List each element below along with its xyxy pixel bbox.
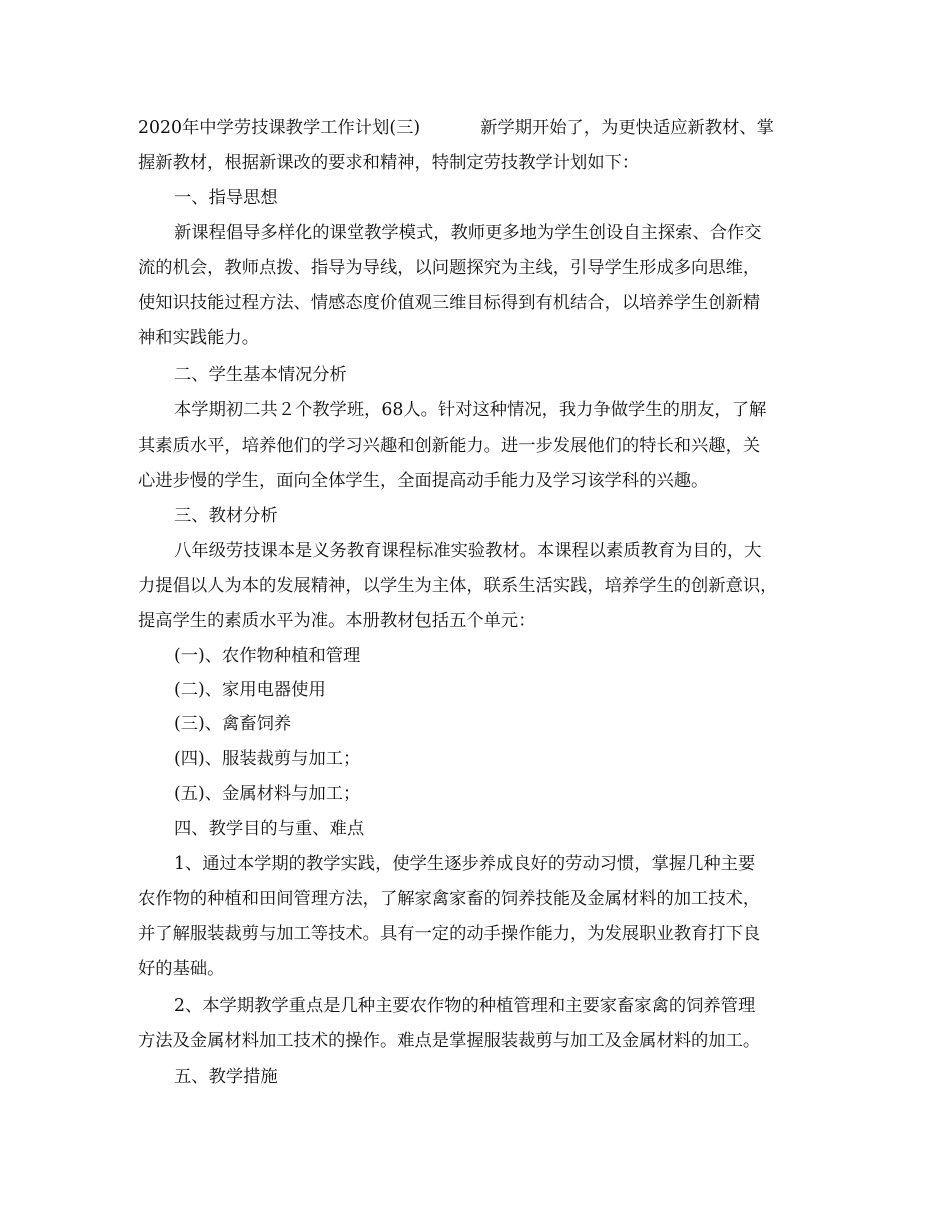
section-2-line-2: 其素质水平，培养他们的学习兴趣和创新能力。进一步发展他们的特长和兴趣，关 [138,436,761,456]
section-3-line-2: 力提倡以人为本的发展精神，以学生为主体，联系生活实践，培养学生的创新意识， [138,576,778,596]
section-heading-4: 四、教学目的与重、难点 [174,819,365,839]
section-heading-3: 三、教材分析 [174,506,278,526]
title-line [138,120,774,148]
section-3-line-1: 八年级劳技课本是义务教育课程标准实验教材。本课程以素质教育为目的，大 [174,541,762,561]
section-1-line-2: 流的机会，教师点拨、指导为导线，以问题探究为主线，引导学生形成多向思维， [138,258,761,278]
unit-item-5: (五)、金属材料与加工； [174,784,361,804]
section-1-line-1: 新课程倡导多样化的课堂教学模式，教师更多地为学生创设自主探索、合作交 [174,223,762,243]
section-4-p2-line-2: 方法及金属材料加工技术的操作。难点是掌握服装裁剪与加工及金属材料的加工。 [138,1031,761,1051]
intro-line-1: 新学期开始了，为更快适应新教材、掌 [480,118,774,138]
section-4-p2-line-1: 2、本学期教学重点是几种主要农作物的种植管理和主要家畜家禽的饲养管理 [174,996,756,1016]
unit-item-3: (三)、禽畜饲养 [174,714,292,734]
section-4-p1-line-4: 好的基础。 [138,959,225,979]
section-1-line-4: 神和实践能力。 [138,328,259,348]
unit-item-4: (四)、服装裁剪与加工； [174,749,361,769]
section-2-line-1: 本学期初二共２个教学班，68人。针对这种情况，我力争做学生的朋友，了解 [174,400,767,420]
section-heading-5: 五、教学措施 [174,1067,278,1087]
section-4-p1-line-1: 1、通过本学期的教学实践，使学生逐步养成良好的劳动习惯，掌握几种主要 [174,854,756,874]
section-1-line-3: 使知识技能过程方法、情感态度价值观三维目标得到有机结合，以培养学生创新精 [138,293,761,313]
section-4-p1-line-3: 并了解服装裁剪与加工等技术。具有一定的动手操作能力，为发展职业教育打下良 [138,924,761,944]
unit-item-1: (一)、农作物种植和管理 [174,646,361,666]
section-2-line-3: 心进步慢的学生，面向全体学生，全面提高动手能力及学习该学科的兴趣。 [138,471,709,491]
section-heading-1: 一、指导思想 [174,188,278,208]
section-4-p1-line-2: 农作物的种植和田间管理方法，了解家禽家畜的饲养技能及金属材料的加工技术， [138,889,761,909]
section-3-line-3: 提高学生的素质水平为准。本册教材包括五个单元： [138,611,536,631]
unit-item-2: (二)、家用电器使用 [174,680,326,700]
document-title: 2020年中学劳技课教学工作计划(三) [138,118,421,138]
intro-line-2: 握新教材，根据新课改的要求和精神，特制定劳技教学计划如下： [138,153,640,173]
section-heading-2: 二、学生基本情况分析 [174,365,347,385]
